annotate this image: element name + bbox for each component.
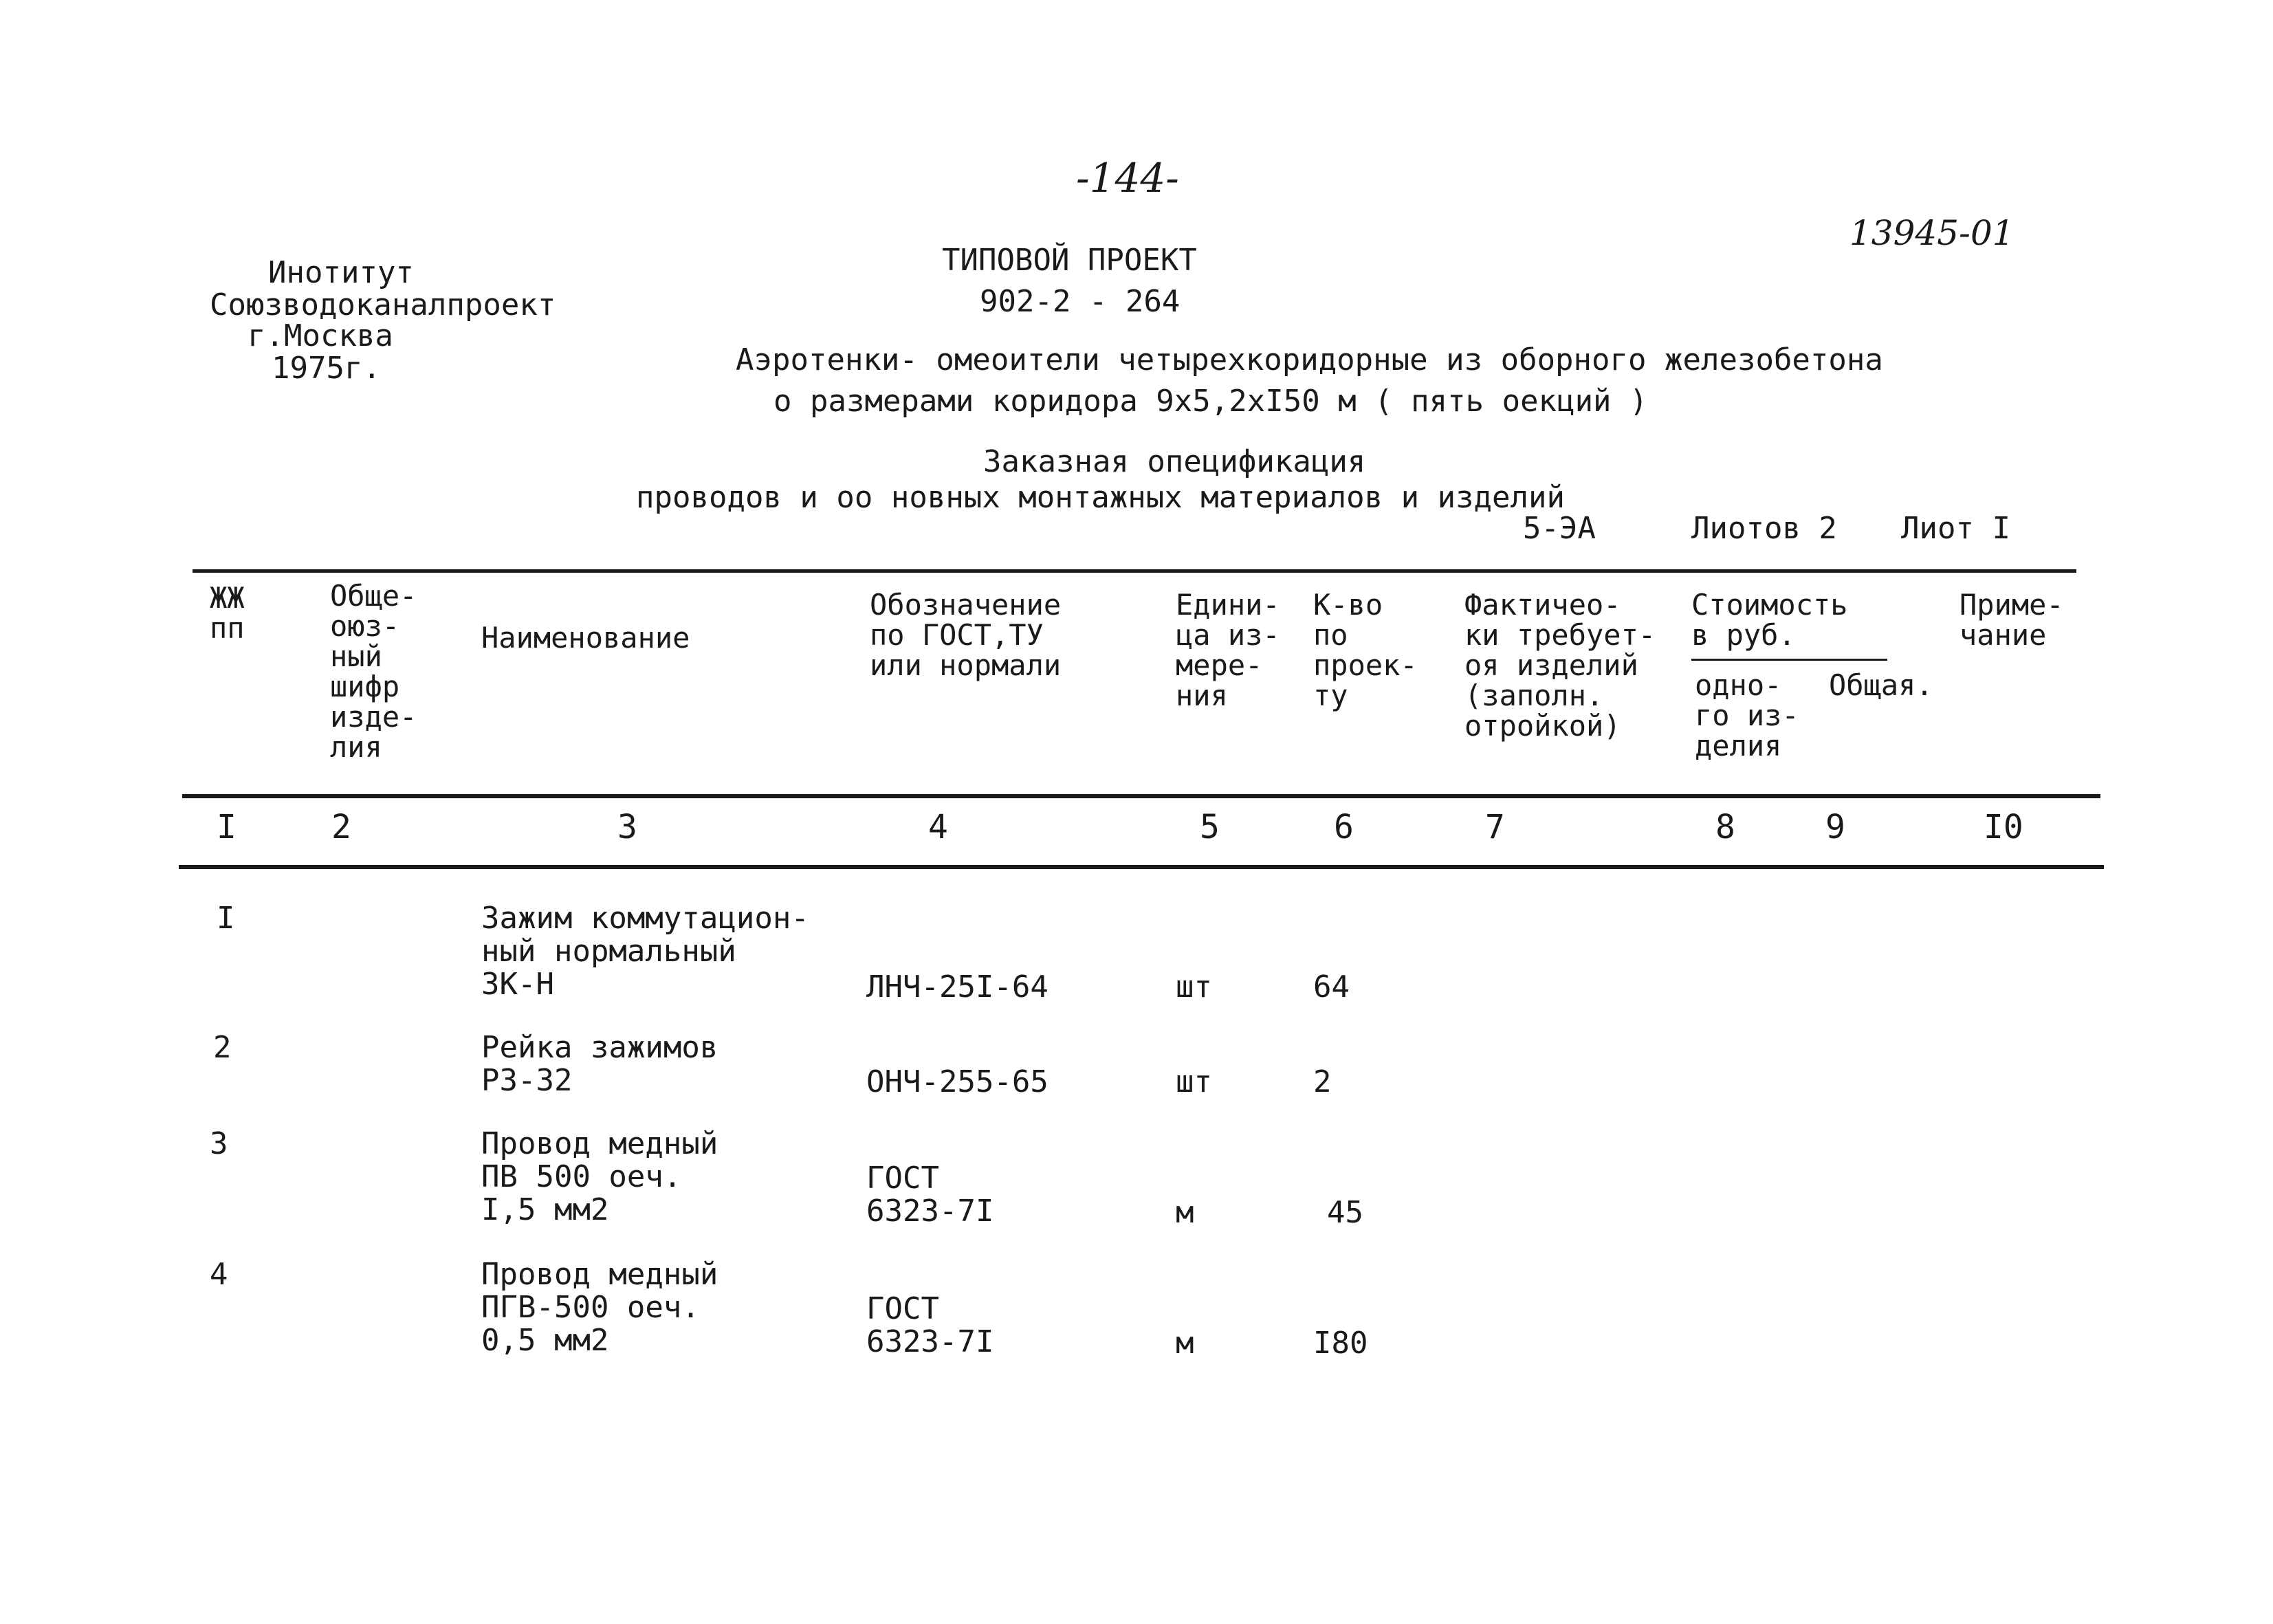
sheets-count: Лиотов 2 bbox=[1691, 511, 1837, 546]
spec-code: 5-ЭА bbox=[1523, 511, 1596, 546]
table-top-rule bbox=[193, 569, 2076, 573]
col-number-1: I bbox=[217, 808, 237, 846]
col-number-7: 7 bbox=[1485, 808, 1505, 846]
column-numbers-bottom-rule bbox=[179, 865, 2104, 869]
project-number: 902-2 - 264 bbox=[980, 284, 1181, 319]
project-title: ТИПОВОЙ ПРОЕКТ bbox=[942, 243, 1197, 278]
table-row-3-qty: 45 bbox=[1327, 1195, 1363, 1230]
table-row-3-gost: ГОСТ 6323-7I bbox=[866, 1161, 994, 1229]
table-row-3-name: Провод медный ПВ 500 оеч. I,5 мм2 bbox=[481, 1126, 718, 1227]
project-description-line1: Аэротенки- омеоители четырехкоридорные из оборного железобетона bbox=[736, 342, 1883, 377]
col-header-gost: Обозначение по ГОСТ,ТУ или нормали bbox=[870, 588, 1062, 682]
header-bottom-rule bbox=[182, 794, 2100, 798]
table-row-2-gost: ОНЧ-255-65 bbox=[866, 1064, 1048, 1099]
col-number-9: 9 bbox=[1825, 808, 1845, 846]
table-row-3-number: 3 bbox=[210, 1126, 228, 1161]
table-row-4-unit: м bbox=[1176, 1326, 1194, 1361]
cost-subheader-rule bbox=[1691, 659, 1887, 661]
col-header-name: Наименование bbox=[481, 621, 690, 655]
col-number-3: 3 bbox=[617, 808, 637, 846]
table-row-2-name: Рейка зажимов РЗ-32 bbox=[481, 1030, 718, 1098]
spec-subtitle: проводов и оо новных монтажных материалов и изделий bbox=[636, 480, 1566, 515]
spec-title: Заказная опецификация bbox=[983, 444, 1366, 479]
col-header-unit: Едини- ца из- мере- ния bbox=[1176, 588, 1280, 712]
col-header-number: ЖЖ пп bbox=[210, 581, 245, 645]
col-number-10: I0 bbox=[1984, 808, 2023, 846]
col-header-unit-cost: одно- го из- делия bbox=[1695, 668, 1799, 762]
institute-org: Союзводоканалпроект bbox=[210, 287, 556, 322]
page-number: -144- bbox=[1076, 155, 1179, 201]
table-row-1-unit: шт bbox=[1176, 969, 1212, 1005]
col-header-total-cost: Общая. bbox=[1829, 668, 1933, 702]
col-header-qty: К-во по проек- ту bbox=[1313, 588, 1418, 712]
col-number-2: 2 bbox=[331, 808, 351, 846]
institute-name: Инотитут bbox=[268, 255, 414, 290]
table-row-4-gost: ГОСТ 6323-7I bbox=[866, 1291, 994, 1359]
col-header-actual: Фактичео- ки требует- оя изделий (заполн. отройкой) bbox=[1464, 588, 1656, 743]
col-header-note: Приме- чание bbox=[1959, 588, 2064, 652]
sheet-number: Лиот I bbox=[1901, 511, 2010, 546]
table-row-1-qty: 64 bbox=[1313, 969, 1350, 1005]
table-row-4-number: 4 bbox=[210, 1257, 228, 1292]
table-row-1-number: I bbox=[217, 901, 235, 936]
table-row-2-unit: шт bbox=[1176, 1064, 1212, 1099]
col-number-5: 5 bbox=[1200, 808, 1220, 846]
col-header-code: Обще- оюз- ный шифр изде- лия bbox=[330, 579, 417, 764]
project-description-line2: о размерами коридора 9х5,2хI50 м ( пять оекций ) bbox=[773, 384, 1648, 419]
table-row-2-number: 2 bbox=[213, 1030, 232, 1065]
table-row-1-name: Зажим коммутацион- ный нормальный ЗК-Н bbox=[481, 901, 809, 1002]
institute-year: 1975г. bbox=[272, 351, 381, 386]
col-number-4: 4 bbox=[928, 808, 948, 846]
col-number-8: 8 bbox=[1715, 808, 1735, 846]
table-row-2-qty: 2 bbox=[1313, 1064, 1332, 1099]
institute-city: г.Москва bbox=[248, 318, 393, 353]
col-header-cost: Стоимость в руб. bbox=[1691, 588, 1848, 652]
col-number-6: 6 bbox=[1334, 808, 1354, 846]
table-row-3-unit: м bbox=[1176, 1195, 1194, 1230]
table-row-4-qty: I80 bbox=[1313, 1326, 1368, 1361]
document-code: 13945-01 bbox=[1849, 213, 2014, 253]
table-row-1-gost: ЛНЧ-25I-64 bbox=[866, 969, 1048, 1005]
table-row-4-name: Провод медный ПГВ-500 оеч. 0,5 мм2 bbox=[481, 1257, 718, 1358]
